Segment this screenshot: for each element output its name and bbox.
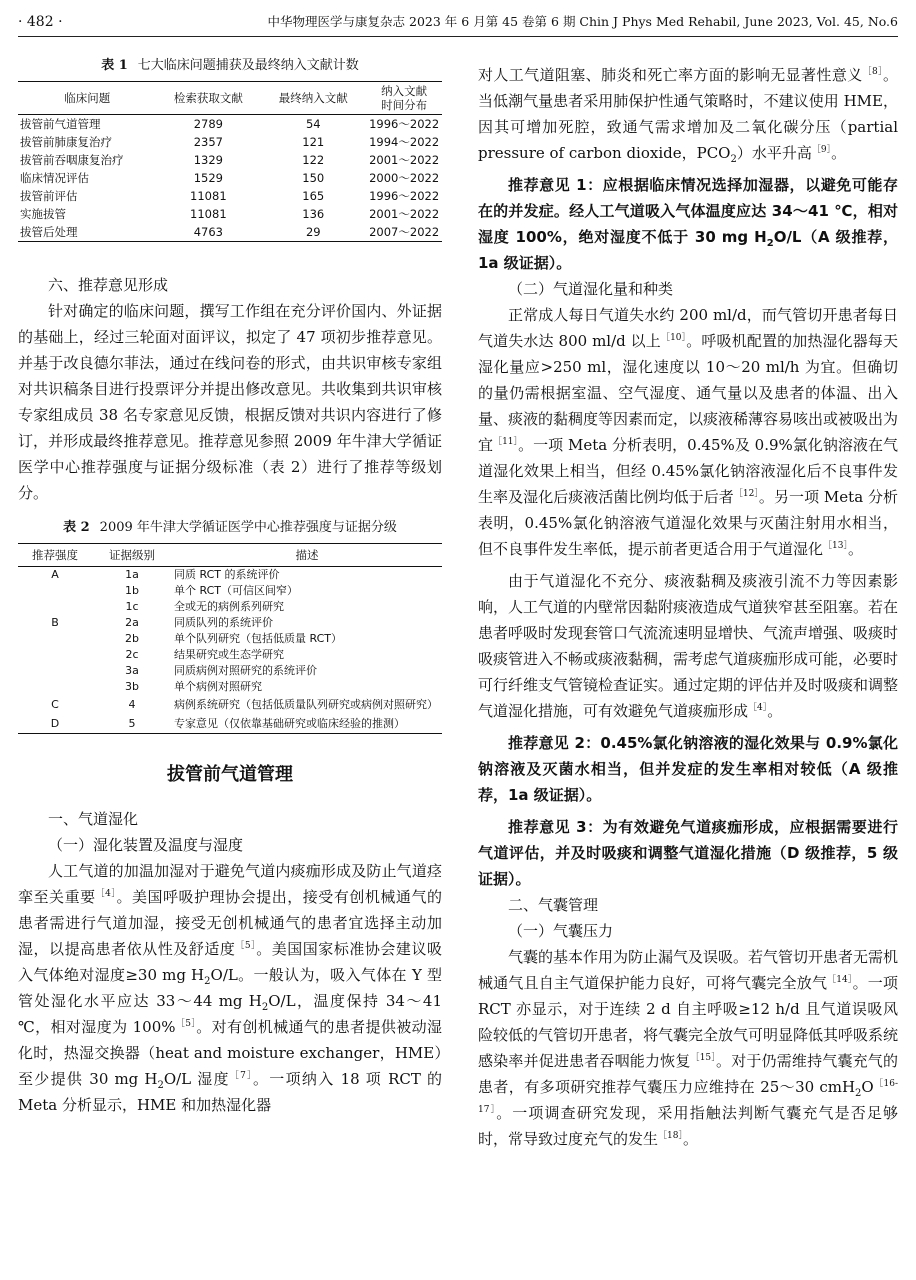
- table-cell: 同质病例对照研究的系统评价: [174, 664, 317, 677]
- page-number: · 482 ·: [18, 14, 63, 30]
- text-run: 。一项 Meta 分析表明，0.45%及 0.9%氯化钠溶液在气道湿化效果上相当，但经 0.45%氯化钠溶液湿化后不良事件发生率及湿化后痰液活菌比例均低于后者: [478, 436, 898, 506]
- subsubsection-heading-devices: （一）湿化装置及温度与湿度: [48, 835, 244, 854]
- table2-header-cell: 描述: [295, 548, 319, 562]
- text-run: 。呼吸机配置的加热湿化器每天湿化量应>250 ml，湿化速度以 10～20 ml/h 为宜。但确切的量仍需根据室温、空气湿度、通气量以及患者的体温、出入量、痰液的黏稠度等因素而定，以痰液稀薄容易咳出或被吸出为宜: [478, 332, 899, 454]
- table-cell: D: [50, 716, 60, 730]
- table-row: [18, 205, 442, 223]
- text-run: 对人工气道阻塞、肺炎和死亡率方面的影响无显著性意义: [478, 66, 863, 84]
- subsubsection-heading-volume: （二）气道湿化量和种类: [508, 280, 674, 298]
- table2-caption: [18, 516, 442, 535]
- section-title: 拔管前气道管理: [167, 763, 293, 785]
- text-run: O/L。一般认为，吸入气体在 Y 型管处湿化水平应达 33～44 mg H: [18, 965, 442, 1010]
- text-run: 。: [767, 702, 783, 720]
- table-cell: 实施拔管: [20, 207, 66, 221]
- table1-header-cell: 最终纳入文献: [278, 91, 348, 105]
- table-row: [18, 583, 442, 599]
- table-cell: [18, 647, 92, 663]
- table-cell: 1a: [125, 568, 139, 582]
- table-cell: 5: [128, 716, 136, 730]
- table2-title: 2009 年牛津大学循证医学中心推荐强度与证据分级: [99, 520, 397, 535]
- table1-header-cell: 临床问题: [64, 91, 111, 105]
- table-cell: 专家意见（仅依靠基础研究或临床经验的推测）: [174, 716, 405, 730]
- table-cell: 同质 RCT 的系统评价: [174, 568, 280, 582]
- text-run: 。一项纳入 18 项 RCT 的 Meta 分析显示，HME 和加热湿化器: [18, 1069, 442, 1114]
- table-cell: 拔管前肺康复治疗: [20, 135, 112, 149]
- table1: [18, 81, 442, 242]
- text-run: ）水平升高: [736, 144, 812, 162]
- table-cell: [18, 679, 92, 695]
- text-run: 。: [831, 144, 847, 162]
- table-cell: 2357: [193, 135, 223, 149]
- table1-title: 七大临床问题捕获及最终纳入文献计数: [137, 58, 359, 73]
- table2-label: 表 2: [63, 520, 90, 535]
- table-cell: 11081: [190, 189, 227, 203]
- table2-header-cell: 证据级别: [109, 548, 155, 562]
- table-cell: 1996～2022: [369, 117, 440, 131]
- citation: ［14］: [827, 975, 853, 985]
- table-cell: [18, 583, 92, 599]
- table-cell: 11081: [190, 207, 227, 221]
- citation: ［4］: [748, 703, 768, 713]
- text-run: 。对有创机械通气的患者提供被动湿化时，热湿交换器（heat and moisture exchanger，HME）至少提供 30 mg H: [18, 1017, 442, 1088]
- citation: ［16-17］: [478, 1079, 898, 1115]
- table-cell: 2000～2022: [369, 171, 440, 185]
- citation: ［4］: [95, 888, 117, 899]
- right-column: [478, 62, 898, 1152]
- subscript: 2: [204, 975, 211, 987]
- table-cell: 病例系统研究（包括低质量队列研究或病例对照研究）: [174, 697, 438, 711]
- subsection-heading-cuff: 二、气囊管理: [508, 896, 599, 914]
- table-cell: [18, 599, 92, 615]
- recommendation-1: [478, 172, 898, 276]
- table-row: [18, 187, 442, 205]
- text-run: O/L 湿度: [163, 1069, 230, 1088]
- table-cell: 2c: [125, 648, 139, 661]
- table1-body: [18, 115, 442, 242]
- table-cell: 4: [128, 697, 136, 711]
- text-run: 气囊的基本作用为防止漏气及误吸。若气管切开患者无需机械通气且自主气道保护能力良好，可将气囊完全放气: [478, 948, 899, 992]
- table-cell: 2007～2022: [369, 225, 440, 239]
- table-cell: 拔管前评估: [20, 189, 78, 203]
- left-column: [18, 54, 442, 1118]
- text-run: 。: [682, 1130, 698, 1148]
- table-cell: 3b: [125, 680, 139, 693]
- header-rule: [18, 36, 898, 37]
- table2-header-row: [18, 544, 442, 567]
- text-run: 。美国国家标准协会建议吸入气体绝对湿度≥30 mg H: [18, 939, 442, 984]
- recommendation-3: 推荐意见 3：为有效避免气道痰痂形成，应根据需要进行气道评估，并及时吸痰和调整气道湿化措施（D 级推荐，5 级证据）。: [478, 818, 898, 888]
- table-cell: 150: [302, 171, 325, 185]
- recommendation-2: 推荐意见 2：0.45%氯化钠溶液的湿化效果与 0.9%氯化钠溶液及灭菌水相当，但并发症的发生率相对较低（A 级推荐，1a 级证据）。: [478, 734, 898, 804]
- citation: ［13］: [823, 541, 848, 551]
- table-cell: 29: [305, 225, 321, 239]
- text-run: 推荐意见 1：应根据临床情况选择加湿器，以避免可能存在的并发症。经人工气道吸入气体温度应达 34～41 ℃，相对湿度 100%，绝对湿度不低于 30 mg H: [478, 176, 898, 246]
- subscript: 2: [855, 1088, 862, 1099]
- table-row: [18, 223, 442, 242]
- section-heading-recommendation: 六、推荐意见形成: [48, 276, 169, 294]
- table2: [18, 543, 442, 734]
- text-run: O/L（A 级推荐，1a 级证据）。: [478, 228, 899, 272]
- table-cell: B: [51, 616, 59, 629]
- table-cell: 1b: [125, 584, 139, 597]
- table-cell: 结果研究或生态学研究: [174, 648, 284, 661]
- table-cell: A: [51, 568, 59, 582]
- table-cell: 2001～2022: [369, 207, 440, 221]
- citation: ［11］: [493, 437, 519, 447]
- subscript: 2: [261, 1001, 269, 1013]
- citation: ［5］: [175, 1018, 197, 1029]
- paragraph-humidification: [18, 858, 442, 1118]
- table-cell: 1994～2022: [369, 135, 440, 149]
- paragraph-recommendation-formation: 针对确定的临床问题，撰写工作组在充分评价国内、外证据的基础上，经过三轮面对面评议，拟定了 47 项初步推荐意见。并基于改良德尔菲法，通过在线问卷的形式，由共识审核专家组对共识稿条目进行投票评分并提出修改意见。共收集到共识审核专家组成员 38 名专家意见反馈，根据反馈对共识内容进行了修订，并形成最终推荐意见。推荐意见参照 2009 年牛津大学循证医学中心推荐强度与证据分级标准（表 2）进行了推荐等级划分。: [18, 302, 442, 502]
- text-run: O: [861, 1078, 874, 1096]
- citation: ［9］: [811, 145, 832, 155]
- table-row: [18, 615, 442, 631]
- text-run: 。一项 RCT 亦显示，对于连续 2 d 自主呼吸≥12 h/d 且气道误吸风险较低的气管切开患者，将气囊完全放气可明显降低其呼吸系统感染率并促进患者吞咽能力恢复: [478, 974, 899, 1070]
- text-run: 。: [847, 540, 863, 558]
- subsubsection-heading-cuff-pressure: （一）气囊压力: [508, 922, 614, 940]
- citation: ［5］: [235, 940, 257, 951]
- table-cell: 1329: [193, 153, 223, 167]
- table-cell: 同质队列的系统评价: [174, 616, 273, 629]
- table-cell: 165: [302, 189, 325, 203]
- table-cell: 拔管前吞咽康复治疗: [20, 153, 124, 167]
- citation: ［8］: [862, 67, 883, 77]
- table-cell: 单个 RCT（可信区间窄）: [174, 584, 298, 597]
- running-header: [18, 12, 898, 34]
- table2-header-cell: 推荐强度: [32, 548, 78, 562]
- table-row: [18, 133, 442, 151]
- table-cell: 136: [302, 207, 325, 221]
- text-run: 。一项调查研究发现，采用指触法判断气囊充气是否足够时，常导致过度充气的发生: [478, 1104, 898, 1148]
- journal-citation: 中华物理医学与康复杂志 2023 年 6 月第 45 卷第 6 期 Chin J Phys Med Rehabil, June 2023, Vol. 45, No.6: [267, 14, 898, 29]
- table-row: [18, 647, 442, 663]
- citation: ［12］: [733, 489, 759, 499]
- paragraph-hme-continued: [478, 62, 898, 166]
- table-cell: 3a: [125, 664, 139, 677]
- text-run: 由于气道湿化不充分、痰液黏稠及痰液引流不力等因素影响，人工气道的内壁常因黏附痰液造成气道狭窄甚至阻塞。若在患者呼吸时发现套管口气流流速明显增快、气流声增强、吸痰时吸痰管进入不畅或痰液黏稠，需考虑气道痰痂形成可能，必要时可行纤维支气管镜检查证实。通过定期的评估并及时吸痰和调整气道湿化措施，可有效避免气道痰痂形成: [478, 572, 899, 720]
- table-row: [18, 169, 442, 187]
- text-run: 人工气道的加温加湿对于避免气道内痰痂形成及防止气道痉挛至关重要: [18, 861, 442, 906]
- table-cell: 2b: [125, 632, 139, 645]
- table-cell: 2a: [125, 616, 139, 629]
- table-cell: [18, 663, 92, 679]
- table-row: [18, 151, 442, 169]
- table-cell: 全或无的病例系列研究: [174, 600, 284, 613]
- table-cell: 1c: [125, 600, 139, 613]
- table-cell: 2001～2022: [369, 153, 440, 167]
- table-cell: 拔管后处理: [20, 225, 78, 239]
- table-row: [18, 679, 442, 695]
- paragraph-volume: [478, 302, 898, 562]
- table-row: [18, 631, 442, 647]
- table-cell: [18, 631, 92, 647]
- subsection-heading-humidification: 一、气道湿化: [48, 809, 139, 828]
- table1-header-cell: 纳入文献时间分布: [381, 84, 428, 112]
- table-row: [18, 663, 442, 679]
- table-cell: C: [51, 697, 59, 711]
- table-cell: 121: [302, 135, 325, 149]
- table1-caption: [18, 54, 442, 73]
- table1-header-row: [18, 82, 442, 115]
- text-run: 。当低潮气量患者采用肺保护性通气策略时，不建议使用 HME，因其可增加死腔，致通气需求增加及二氧化碳分压（partial pressure of carbon dioxide，PCO: [478, 66, 898, 162]
- table-row: [18, 599, 442, 615]
- citation: ［7］: [229, 1070, 253, 1081]
- table-cell: 1529: [193, 171, 223, 185]
- table-cell: 拔管前气道管理: [20, 117, 101, 131]
- text-run: 。对于仍需维持气囊充气的患者，有多项研究推荐气囊压力应维持在 25～30 cmH: [478, 1052, 898, 1096]
- citation: ［18］: [658, 1131, 683, 1141]
- table-cell: 1996～2022: [369, 189, 440, 203]
- table-cell: 54: [305, 117, 321, 131]
- paragraph-cuff-pressure: [478, 944, 898, 1152]
- table1-header-cell: 检索获取文献: [173, 91, 243, 105]
- table-cell: 临床情况评估: [20, 171, 89, 185]
- text-run: 正常成人每日气道失水约 200 ml/d，而气管切开患者每日气道失水达 800 ml/d 以上: [478, 306, 898, 350]
- text-run: 。另一项 Meta 分析表明，0.45%氯化钠溶液气道湿化效果与灭菌注射用水相当，但不良事件发生率低，提示前者更适合用于气道湿化: [478, 488, 898, 558]
- citation: ［10］: [660, 333, 687, 343]
- table2-body: [18, 567, 442, 734]
- table-row: [18, 567, 442, 583]
- citation: ［15］: [690, 1053, 717, 1063]
- table-cell: 2789: [193, 117, 223, 131]
- table-cell: 单个队列研究（包括低质量 RCT）: [174, 632, 342, 645]
- subscript: 2: [766, 238, 774, 249]
- table-row: [18, 695, 442, 714]
- subscript: 2: [730, 154, 737, 165]
- table-row: [18, 714, 442, 734]
- table-row: [18, 115, 442, 134]
- table-cell: 122: [302, 153, 325, 167]
- table-cell: 4763: [193, 225, 223, 239]
- table-cell: 单个病例对照研究: [174, 680, 262, 693]
- text-run: 。美国呼吸护理协会提出，接受有创机械通气的患者需进行气道加湿，接受无创机械通气的患者宜选择主动加湿，以提高患者依从性及舒适度: [18, 887, 442, 958]
- paragraph-sputum-crust: [478, 568, 898, 724]
- text-run: O/L，温度保持 34～41 ℃，相对湿度为 100%: [18, 991, 442, 1036]
- table1-label: 表 1: [101, 58, 128, 73]
- subscript: 2: [157, 1079, 164, 1091]
